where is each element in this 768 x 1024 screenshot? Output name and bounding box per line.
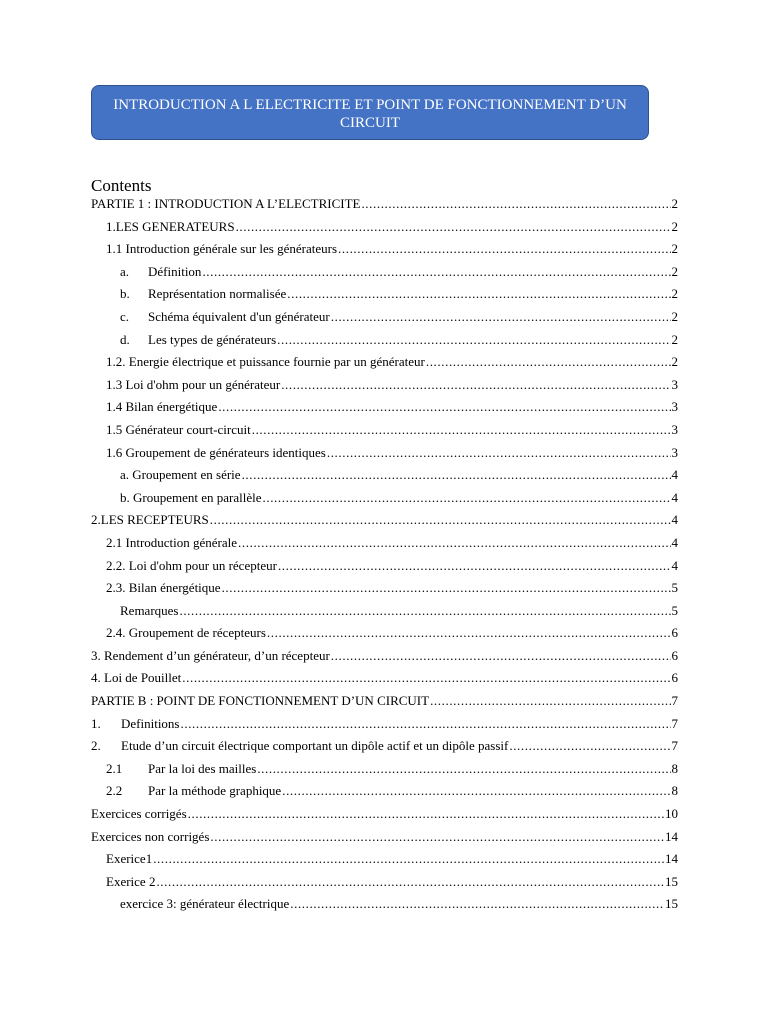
toc-entry[interactable] xyxy=(91,309,678,332)
toc-dot-leader xyxy=(282,783,670,799)
toc-page-number: 2 xyxy=(671,286,678,302)
toc-dot-leader xyxy=(210,829,664,845)
toc-entry-label xyxy=(106,354,425,370)
toc-dot-leader xyxy=(278,558,671,574)
toc-dot-leader xyxy=(331,309,671,325)
toc-entry-title: Exercices corrigés xyxy=(91,806,187,822)
toc-page-number: 4 xyxy=(671,512,678,528)
toc-page-number: 3 xyxy=(671,421,678,437)
toc-entry[interactable] xyxy=(91,716,678,739)
toc-entry-title: exercice 3: générateur électrique xyxy=(120,896,290,912)
toc-entry[interactable] xyxy=(91,693,678,716)
toc-entry-label xyxy=(106,580,221,596)
toc-page-number: 10 xyxy=(665,806,678,822)
toc-page-number: 2 xyxy=(671,354,678,370)
toc-entry[interactable] xyxy=(91,490,678,513)
toc-entry[interactable] xyxy=(91,196,678,219)
toc-page-number: 2 xyxy=(671,308,678,324)
toc-entry[interactable] xyxy=(91,738,678,761)
table-of-contents xyxy=(91,196,678,919)
toc-entry-label xyxy=(120,490,262,506)
toc-dot-leader xyxy=(182,670,670,686)
toc-dot-leader xyxy=(509,738,670,754)
toc-dot-leader xyxy=(242,467,671,483)
toc-entry[interactable] xyxy=(91,648,678,671)
toc-entry-label xyxy=(120,603,178,619)
toc-dot-leader xyxy=(263,490,671,506)
toc-dot-leader xyxy=(210,512,671,528)
toc-dot-leader xyxy=(277,332,670,348)
toc-entry[interactable] xyxy=(91,219,678,242)
toc-entry[interactable] xyxy=(91,286,678,309)
toc-dot-leader xyxy=(331,648,671,664)
toc-entry[interactable] xyxy=(91,422,678,445)
toc-page-number: 4 xyxy=(671,489,678,505)
toc-entry-label xyxy=(91,670,181,686)
toc-entry-number: c. xyxy=(120,308,130,324)
toc-dot-leader xyxy=(287,286,670,302)
toc-dot-leader xyxy=(238,535,670,551)
toc-entry-number: b. xyxy=(120,286,130,302)
toc-entry[interactable] xyxy=(91,874,678,897)
toc-entry[interactable] xyxy=(91,896,678,919)
toc-entry[interactable] xyxy=(91,829,678,852)
toc-dot-leader xyxy=(179,603,670,619)
toc-entry[interactable] xyxy=(91,332,678,355)
toc-page-number: 8 xyxy=(671,783,678,799)
toc-entry-title: Exerice 2 xyxy=(106,873,156,889)
toc-entry-label xyxy=(91,512,209,528)
toc-entry-label xyxy=(120,467,241,483)
toc-entry-label xyxy=(91,806,187,822)
toc-entry-label xyxy=(106,422,251,438)
toc-entry-title: 1.5 Générateur court-circuit xyxy=(106,421,251,437)
toc-page-number: 4 xyxy=(671,467,678,483)
toc-dot-leader xyxy=(153,851,664,867)
toc-page-number: 6 xyxy=(671,625,678,641)
toc-dot-leader xyxy=(236,219,671,235)
toc-entry-title: 2.3. Bilan énergétique xyxy=(106,580,221,596)
toc-dot-leader xyxy=(222,580,671,596)
toc-entry-title: Schéma équivalent d'un générateur xyxy=(148,308,330,324)
toc-page-number: 7 xyxy=(671,715,678,731)
toc-dot-leader xyxy=(188,806,664,822)
toc-entry-title: 2.2. Loi d'ohm pour un récepteur xyxy=(106,557,277,573)
toc-entry-title: a. Groupement en série xyxy=(120,467,241,483)
toc-entry[interactable] xyxy=(91,264,678,287)
toc-entry-label xyxy=(106,535,237,551)
toc-entry-number: 2. xyxy=(91,738,101,754)
document-title-box xyxy=(91,85,649,140)
toc-entry[interactable] xyxy=(91,670,678,693)
toc-entry[interactable] xyxy=(91,625,678,648)
toc-entry-label xyxy=(106,783,281,799)
toc-entry-label xyxy=(106,558,277,574)
toc-entry-title: 1.2. Energie électrique et puissance fournie par un générateur xyxy=(106,354,425,370)
toc-entry[interactable] xyxy=(91,535,678,558)
toc-entry-label xyxy=(106,377,280,393)
toc-entry-label xyxy=(91,738,508,754)
toc-entry-label xyxy=(120,286,286,302)
toc-entry[interactable] xyxy=(91,761,678,784)
toc-page-number: 6 xyxy=(671,670,678,686)
toc-entry-label xyxy=(91,716,180,732)
toc-entry[interactable] xyxy=(91,445,678,468)
toc-dot-leader xyxy=(338,241,670,257)
toc-dot-leader xyxy=(430,693,670,709)
toc-entry[interactable] xyxy=(91,806,678,829)
toc-entry-title: Par la loi des mailles xyxy=(148,760,257,776)
toc-page-number: 15 xyxy=(665,896,678,912)
document-title-line-1: INTRODUCTION A L ELECTRICITE ET POINT DE FONCTIONNEMENT D’UN xyxy=(113,97,627,113)
toc-entry[interactable] xyxy=(91,603,678,626)
toc-entry-title: Définition xyxy=(148,263,202,279)
toc-entry-label xyxy=(106,219,235,235)
toc-entry-title: PARTIE B : POINT DE FONCTIONNEMENT D’UN CIRCUIT xyxy=(91,693,430,709)
toc-page-number: 7 xyxy=(671,693,678,709)
toc-page-number: 14 xyxy=(665,828,678,844)
toc-entry-number: a. xyxy=(120,263,130,279)
toc-page-number: 3 xyxy=(671,376,678,392)
toc-entry-title: 3. Rendement d’un générateur, d’un récepteur xyxy=(91,647,330,663)
toc-page-number: 3 xyxy=(671,444,678,460)
toc-dot-leader xyxy=(181,716,671,732)
toc-entry-label xyxy=(106,445,326,461)
toc-dot-leader xyxy=(202,264,670,280)
toc-dot-leader xyxy=(156,874,664,890)
toc-entry[interactable] xyxy=(91,580,678,603)
toc-entry-title: Par la méthode graphique xyxy=(148,783,282,799)
toc-entry-label xyxy=(106,874,155,890)
toc-dot-leader xyxy=(361,196,670,212)
toc-entry[interactable] xyxy=(91,851,678,874)
toc-entry-title: Etude d’un circuit électrique comportant un dipôle actif et un dipôle passif xyxy=(121,738,509,754)
toc-dot-leader xyxy=(290,896,664,912)
toc-entry[interactable] xyxy=(91,399,678,422)
toc-entry-label xyxy=(91,829,209,845)
toc-page-number: 2 xyxy=(671,331,678,347)
toc-entry-label xyxy=(106,851,152,867)
toc-entry[interactable] xyxy=(91,467,678,490)
toc-entry-label xyxy=(106,761,256,777)
toc-page-number: 14 xyxy=(665,851,678,867)
toc-page-number: 15 xyxy=(665,873,678,889)
toc-page-number: 6 xyxy=(671,647,678,663)
toc-entry-number: 1. xyxy=(91,715,101,731)
toc-entry-title: Les types de générateurs xyxy=(148,331,277,347)
toc-page-number: 2 xyxy=(671,196,678,211)
toc-dot-leader xyxy=(281,377,670,393)
toc-dot-leader xyxy=(257,761,670,777)
toc-entry-number: d. xyxy=(120,331,130,347)
toc-page-number: 4 xyxy=(671,534,678,550)
toc-entry-title: 4. Loi de Pouillet xyxy=(91,670,182,686)
toc-page-number: 8 xyxy=(671,760,678,776)
toc-entry-title: 1.6 Groupement de générateurs identiques xyxy=(106,444,326,460)
toc-entry-title: Représentation normalisée xyxy=(148,286,287,302)
toc-entry-title: PARTIE 1 : INTRODUCTION A L’ELECTRICITE xyxy=(91,196,361,211)
toc-page-number: 7 xyxy=(671,738,678,754)
toc-entry-title: Definitions xyxy=(121,715,180,731)
toc-entry[interactable] xyxy=(91,783,678,806)
toc-entry-title: 1.LES GENERATEURS xyxy=(106,218,235,234)
toc-entry-label xyxy=(91,196,360,212)
contents-heading: Contents xyxy=(91,176,152,195)
toc-page-number: 2 xyxy=(671,263,678,279)
toc-page-number: 5 xyxy=(671,602,678,618)
toc-entry-number: 2.1 xyxy=(106,760,123,776)
toc-entry-title: 1.1 Introduction générale sur les générateurs xyxy=(106,241,338,257)
document-title-line-2: CIRCUIT xyxy=(340,115,400,131)
toc-entry-title: 2.LES RECEPTEURS xyxy=(91,512,209,528)
toc-page-number: 2 xyxy=(671,241,678,257)
toc-entry-label xyxy=(106,399,217,415)
toc-entry-label xyxy=(120,896,289,912)
toc-entry-label xyxy=(120,264,201,280)
toc-entry-title: Exerice1 xyxy=(106,851,153,867)
toc-entry-title: 1.3 Loi d'ohm pour un générateur xyxy=(106,376,281,392)
toc-page-number: 5 xyxy=(671,580,678,596)
toc-dot-leader xyxy=(218,399,670,415)
toc-page-number: 4 xyxy=(671,557,678,573)
toc-page-number: 2 xyxy=(671,218,678,234)
toc-page-number: 3 xyxy=(671,399,678,415)
toc-entry-label xyxy=(106,241,337,257)
toc-dot-leader xyxy=(426,354,671,370)
toc-entry-label xyxy=(106,625,266,641)
toc-entry-title: 2.1 Introduction générale xyxy=(106,534,238,550)
toc-entry[interactable] xyxy=(91,512,678,535)
toc-entry-label xyxy=(91,648,330,664)
toc-entry-title: 2.4. Groupement de récepteurs xyxy=(106,625,266,641)
toc-dot-leader xyxy=(252,422,671,438)
toc-entry[interactable] xyxy=(91,558,678,581)
toc-entry-title: Remarques xyxy=(120,602,179,618)
toc-entry-title: b. Groupement en parallèle xyxy=(120,489,262,505)
toc-entry[interactable] xyxy=(91,354,678,377)
toc-entry-title: 1.4 Bilan énergétique xyxy=(106,399,218,415)
toc-entry-number: 2.2 xyxy=(106,783,123,799)
toc-entry-label xyxy=(91,693,429,709)
toc-entry-title: Exercices non corrigés xyxy=(91,828,210,844)
toc-entry[interactable] xyxy=(91,241,678,264)
toc-entry-label xyxy=(120,309,330,325)
toc-dot-leader xyxy=(327,445,671,461)
toc-dot-leader xyxy=(267,625,671,641)
toc-entry[interactable] xyxy=(91,377,678,400)
toc-entry-label xyxy=(120,332,276,348)
